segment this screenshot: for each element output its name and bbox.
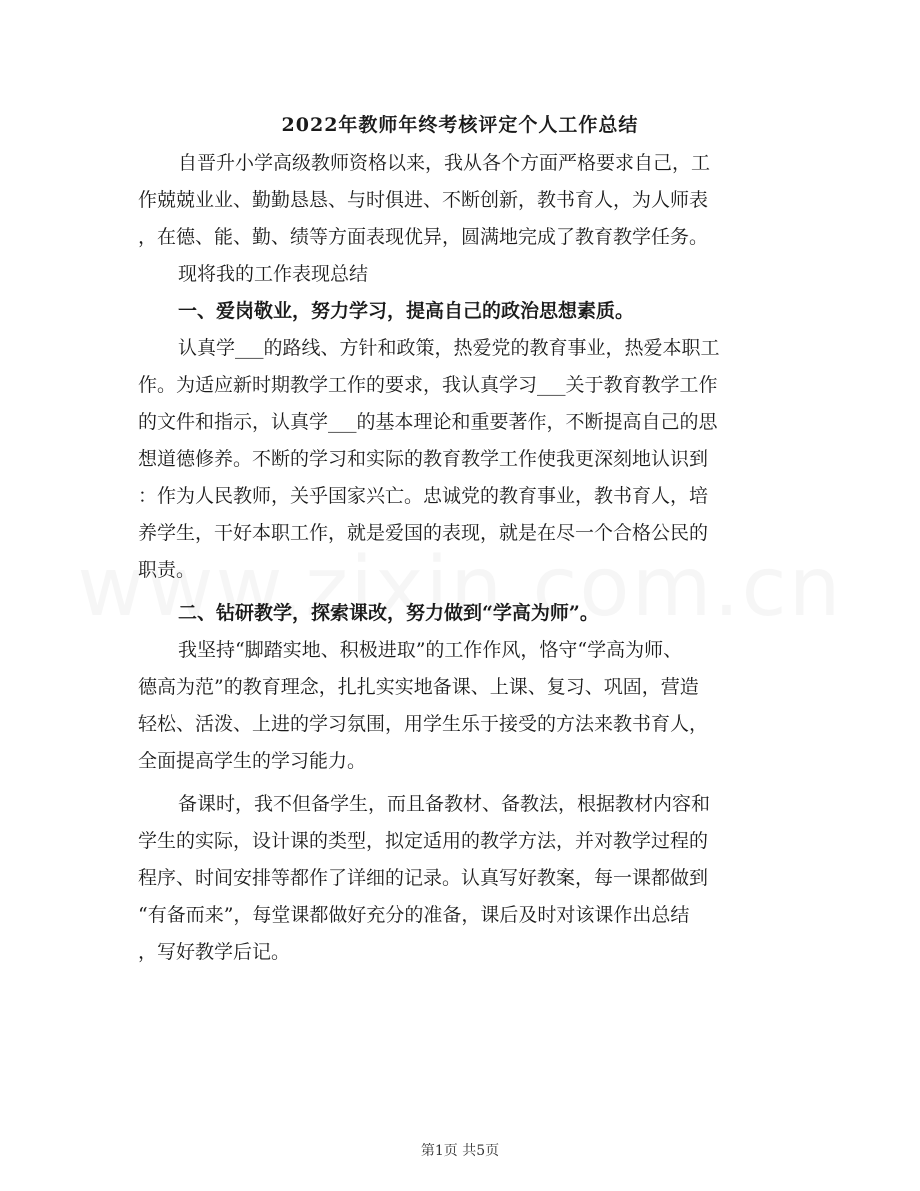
intro-line: 作兢兢业业、勤勤恳恳、与时俱进、不断创新，教书育人，为人师表: [138, 189, 709, 211]
section1-line: 养学生，干好本职工作，就是爱国的表现，就是在尽一个合格公民的: [138, 522, 709, 544]
section1-line: 想道德修养。不断的学习和实际的教育教学工作使我更深刻地认识到: [138, 448, 709, 470]
section1-line: 认真学___的路线、方针和政策，热爱党的教育事业，热爱本职工: [178, 337, 720, 359]
page-number-footer: 第1页 共5页: [420, 1143, 500, 1159]
section2-line: 轻松、活泼、上进的学习氛围，用学生乐于接受的方法来教书育人，: [138, 713, 709, 735]
section2-line: 程序、时间安排等都作了详细的记录。认真写好教案，每一课都做到: [138, 867, 709, 889]
section2-line: ，写好教学后记。: [138, 941, 291, 963]
section1-line: 职责。: [138, 559, 196, 581]
section2-heading: 二、钻研教学，探索课改，努力做到“学高为师”。: [178, 602, 599, 624]
document-title: 2022年教师年终考核评定个人工作总结: [281, 114, 639, 136]
section2-paragraph-2: [138, 786, 778, 971]
summary-line: 现将我的工作表现总结: [178, 263, 369, 285]
section2-line: 我坚持“脚踏实地、积极进取”的工作作风，恪守“学高为师、: [178, 639, 683, 661]
section1-line: 的文件和指示，认真学___的基本理论和重要著作，不断提高自己的思: [138, 411, 718, 433]
section2-line: 全面提高学生的学习能力。: [138, 750, 367, 772]
section1-line: ：作为人民教师，关乎国家兴亡。忠诚党的教育事业，教书育人，培: [138, 485, 709, 507]
intro-paragraph: [138, 145, 778, 256]
section2-line: “有备而来”，每堂课都做好充分的准备，课后及时对该课作出总结: [138, 904, 690, 926]
intro-line: ，在德、能、勤、绩等方面表现优异，圆满地完成了教育教学任务。: [138, 226, 709, 248]
section1-line: 作。为适应新时期教学工作的要求，我认真学习___关于教育教学工作: [138, 374, 718, 396]
section2-line: 德高为范”的教育理念，扎扎实实地备课、上课、复习、巩固，营造: [138, 676, 699, 698]
section2-line: 备课时，我不但备学生，而且备教材、备教法，根据教材内容和: [178, 793, 711, 815]
section1-paragraph: [138, 330, 778, 589]
section1-heading: 一、爱岗敬业，努力学习，提高自己的政治思想素质。: [178, 300, 635, 322]
intro-line: 自晋升小学高级教师资格以来，我从各个方面严格要求自己，工: [178, 152, 711, 174]
section2-paragraph-1: [138, 632, 778, 780]
document-body: [138, 145, 778, 971]
section2-line: 学生的实际，设计课的类型，拟定适用的教学方法，并对教学过程的: [138, 830, 709, 852]
